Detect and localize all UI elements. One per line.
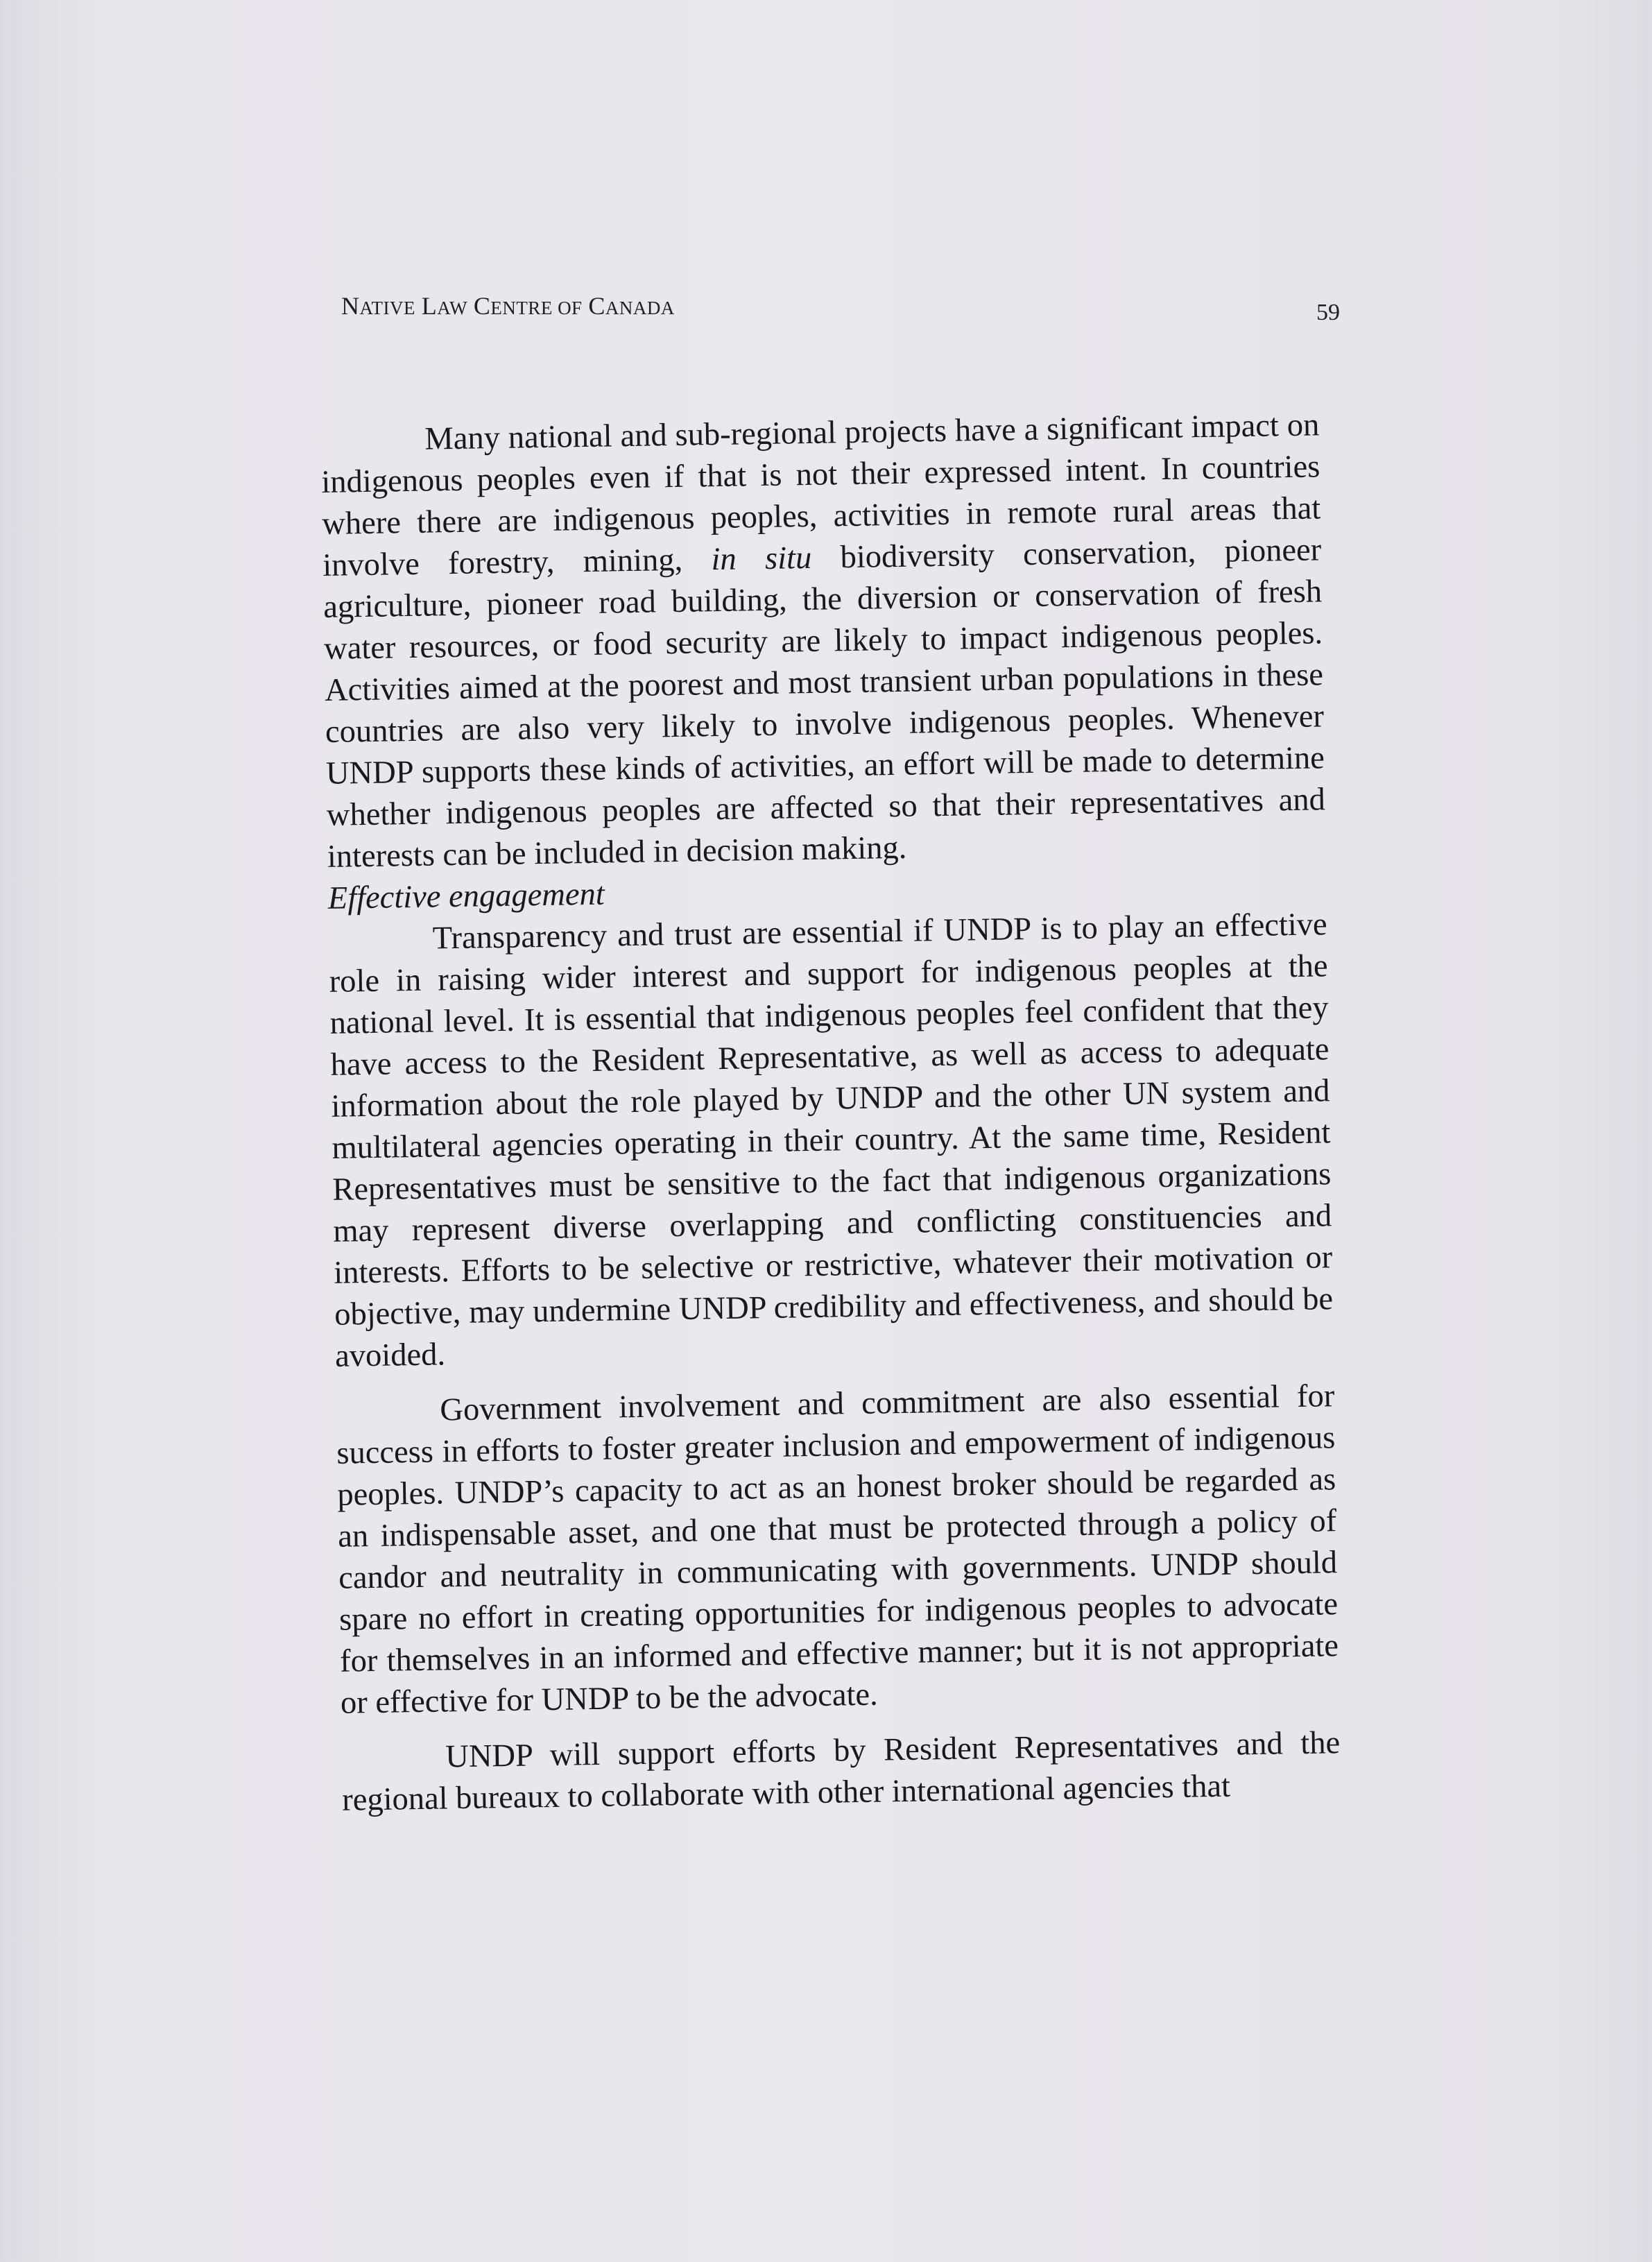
- running-head-part: ENTRE OF: [490, 298, 583, 318]
- running-head-part: ANADA: [605, 298, 675, 318]
- running-head-char: N: [341, 292, 360, 320]
- running-head-char: C: [588, 292, 605, 320]
- running-head: [341, 291, 675, 320]
- paragraph: UNDP will support efforts by Resident Representatives and the regional bureaux to collaborate with other international agencies that: [341, 1725, 1341, 1818]
- paragraph-text: Many national and sub-regional projects have a significant impact on indigenous peoples even if that is not their expressed intent. In countries where there are indigenous peoples, activities in remote rural areas that involve forestry, mining,: [321, 407, 1321, 583]
- paragraph: Transparency and trust are essential if UNDP is to play an effective role in raising wider interest and support for indigenous peoples at the national level. It is essential that indigenous peoples feel confident that they have access to the Resident Representative, as well as access to adequate information about the role played by UNDP and the other UN system and multilateral agencies operating in their country. At the same time, Resident Representatives must be sensitive to the fact that indigenous organizations may represent diverse overlapping and conflicting constituencies and interests. Efforts to be selective or restrictive, whatever their motivation or objective, may undermine UNDP credibility and effectiveness, and should be avoided.: [329, 907, 1334, 1374]
- body-text: [320, 404, 1341, 1821]
- running-head-char: C: [473, 292, 491, 320]
- page-header: [341, 287, 1340, 329]
- italic-term: in situ: [711, 540, 812, 578]
- running-head-part: ATIVE: [359, 298, 415, 318]
- section-subheading: Effective engagement: [327, 876, 605, 916]
- running-head-char: L: [421, 292, 438, 320]
- paragraph: [320, 404, 1326, 878]
- page-number: 59: [1316, 300, 1340, 325]
- paragraph-text: biodiversity conservation, pioneer agriculture, pioneer road building, the diversion or conservation of fresh water resources, or food security are likely to impact indigenous peoples. Activities aimed at the poorest and most transient urban populations in these countries are also very likely to involve indigenous peoples. Whenever UNDP supports these kinds of activities, an effort will be made to determine whether indigenous peoples are affected so that their representatives and interests can be included in decision making.: [322, 532, 1326, 875]
- paragraph: Government involvement and commitment are also essential for success in efforts to foster greater inclusion and empowerment of indigenous peoples. UNDP’s capacity to act as an honest broker should be regarded as an indispensable asset, and one that must be protected through a policy of candor and neutrality in communicating with governments. UNDP should spare no effort in creating opportunities for indigenous peoples to advocate for themselves in an informed and effective manner; but it is not appropriate or effective for UNDP to be the advocate.: [336, 1378, 1339, 1721]
- running-head-part: AW: [437, 298, 468, 318]
